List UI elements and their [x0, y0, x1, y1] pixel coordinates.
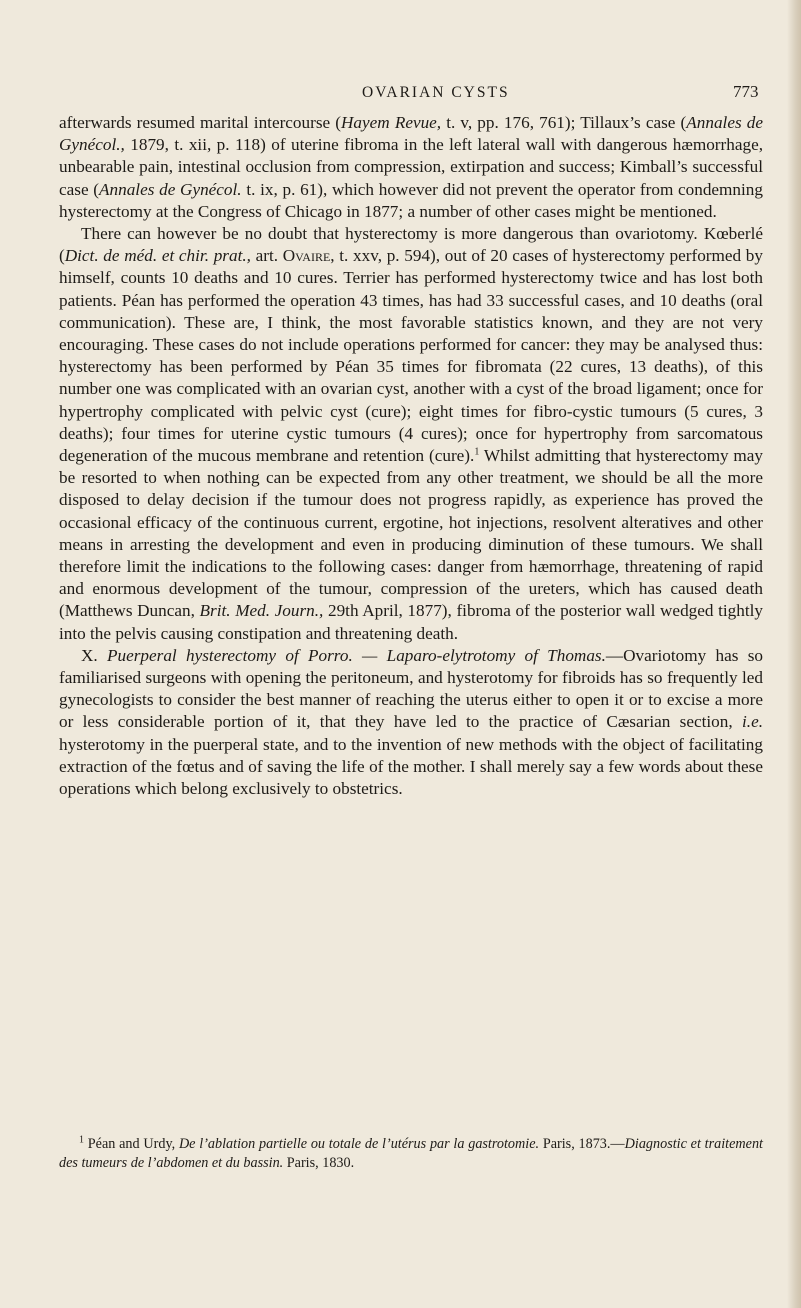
paragraph-3	[59, 645, 763, 800]
text-run: afterwards resumed marital intercourse (	[59, 113, 342, 132]
text-run: hysterotomy in the puerperal state, and to the invention of new methods with the object of facilitating extraction of the fœtus and of saving the life of the mother. I shall merely say a few words about these operations which belong exclusively to obstetrics.	[59, 734, 763, 799]
italic-run: Hayem Revue,	[341, 113, 442, 132]
text-run: X.	[81, 645, 108, 665]
text-run: There can however be no doubt that hysterectomy is more dangerous than ovariotomy. Kœberlé (	[59, 224, 763, 266]
italic-run: Brit. Med. Journ.,	[199, 601, 324, 621]
text-run: Péan and Urdy,	[84, 1136, 179, 1152]
text-run: 29th April, 1877), fibroma of the posterior wall wedged tightly into the pelvis causing constipation and threatening death.	[59, 601, 763, 643]
page-number: 773	[733, 82, 759, 101]
text-run: t. ix, p. 61), which however did not prevent the operator from condemning hysterectomy at the Congress of Chicago in 1877; a number of other cases might be mentioned.	[59, 179, 763, 221]
text-run: 1879, t. xii, p. 118) of uterine fibroma in the left lateral wall with dangerous hæmorrhage, unbearable pain, intestinal occlusion from compression, extirpation and success; Kimball’s successful case (	[59, 135, 763, 199]
text-run: Ovaire,	[282, 246, 335, 266]
italic-run: i.e.	[742, 712, 763, 732]
italic-run: Puerperal hysterectomy of Porro. — Laparo-elytrotomy of Thomas.	[107, 645, 606, 665]
footnote-marker: 1	[474, 446, 480, 458]
text-run: —Ovariotomy has so familiarised surgeons with opening the peritoneum, and hysterotomy for fibroids has so frequently led gynecologists to consider the best manner of reaching the uterus either to open it or to excise a more or less considerable portion of it, that they have led to the practice of Cæsarian section,	[59, 645, 763, 732]
paragraph-2	[59, 223, 763, 645]
italic-run: Diagnostic et traitement des tumeurs de l’abdomen et du bassin.	[59, 1136, 763, 1171]
text-run: t. v, pp. 176, 761); Tillaux’s case (	[441, 113, 687, 132]
italic-run: Annales de Gynécol.,	[59, 113, 763, 155]
text-run: art.	[250, 246, 283, 266]
body-text	[59, 112, 763, 800]
text-run: Paris, 1873.—	[539, 1136, 625, 1152]
italic-run: Annales de Gynécol.	[99, 179, 242, 199]
text-run: Paris, 1830.	[283, 1155, 355, 1171]
italic-run: De l’ablation partielle ou totale de l’utérus par la gastrotomie.	[178, 1136, 540, 1152]
text-run: t. xxv, p. 594), out of 20 cases of hysterectomy performed by himself, counts 10 deaths and 10 cures. Terrier has performed hysterectomy twice and has lost both patients. Péan has performed the operation 43 times, has had 33 successful cases, and 10 deaths (oral communication). These are, I think, the most favorable statistics known, and they are not very encouraging. These cases do not include operations performed for cancer: they may be analysed thus: hysterectomy has been performed by Péan 35 times for fibromata (22 cures, 13 deaths), of this number one was complicated with an ovarian cyst, another with a cyst of the broad ligament; once for hypertrophy complicated with pelvic cyst (cure); eight times for fibro-cystic tumours (5 cures, 3 deaths); four times for uterine cystic tumours (4 cures); once for hypertrophy from sarcomatous degeneration of the mucous membrane and retention (cure).	[59, 246, 763, 466]
footnote	[59, 1135, 763, 1173]
running-head: OVARIAN CYSTS	[362, 84, 510, 101]
text-run: Whilst admitting that hysterectomy may be resorted to when nothing can be expected from any other treatment, we should be all the more disposed to delay decision if the tumour does not progress rapidly, as experience has proved the occasional efficacy of the continuous current, ergotine, hot injections, resolvent alteratives and other means in arresting the development and even in producing diminution of these tumours. We shall therefore limit the indications to the following cases: danger from hæmorrhage, threatening of rapid and enormous development of the tumour, compression of the ureters, which has caused death (Matthews Duncan,	[59, 446, 763, 621]
paragraph-1	[59, 112, 763, 223]
page-header	[0, 84, 801, 108]
footnote-marker: 1	[79, 1134, 84, 1146]
italic-run: Dict. de méd. et chir. prat.,	[64, 246, 251, 266]
page-edge-shadow	[787, 0, 801, 1308]
